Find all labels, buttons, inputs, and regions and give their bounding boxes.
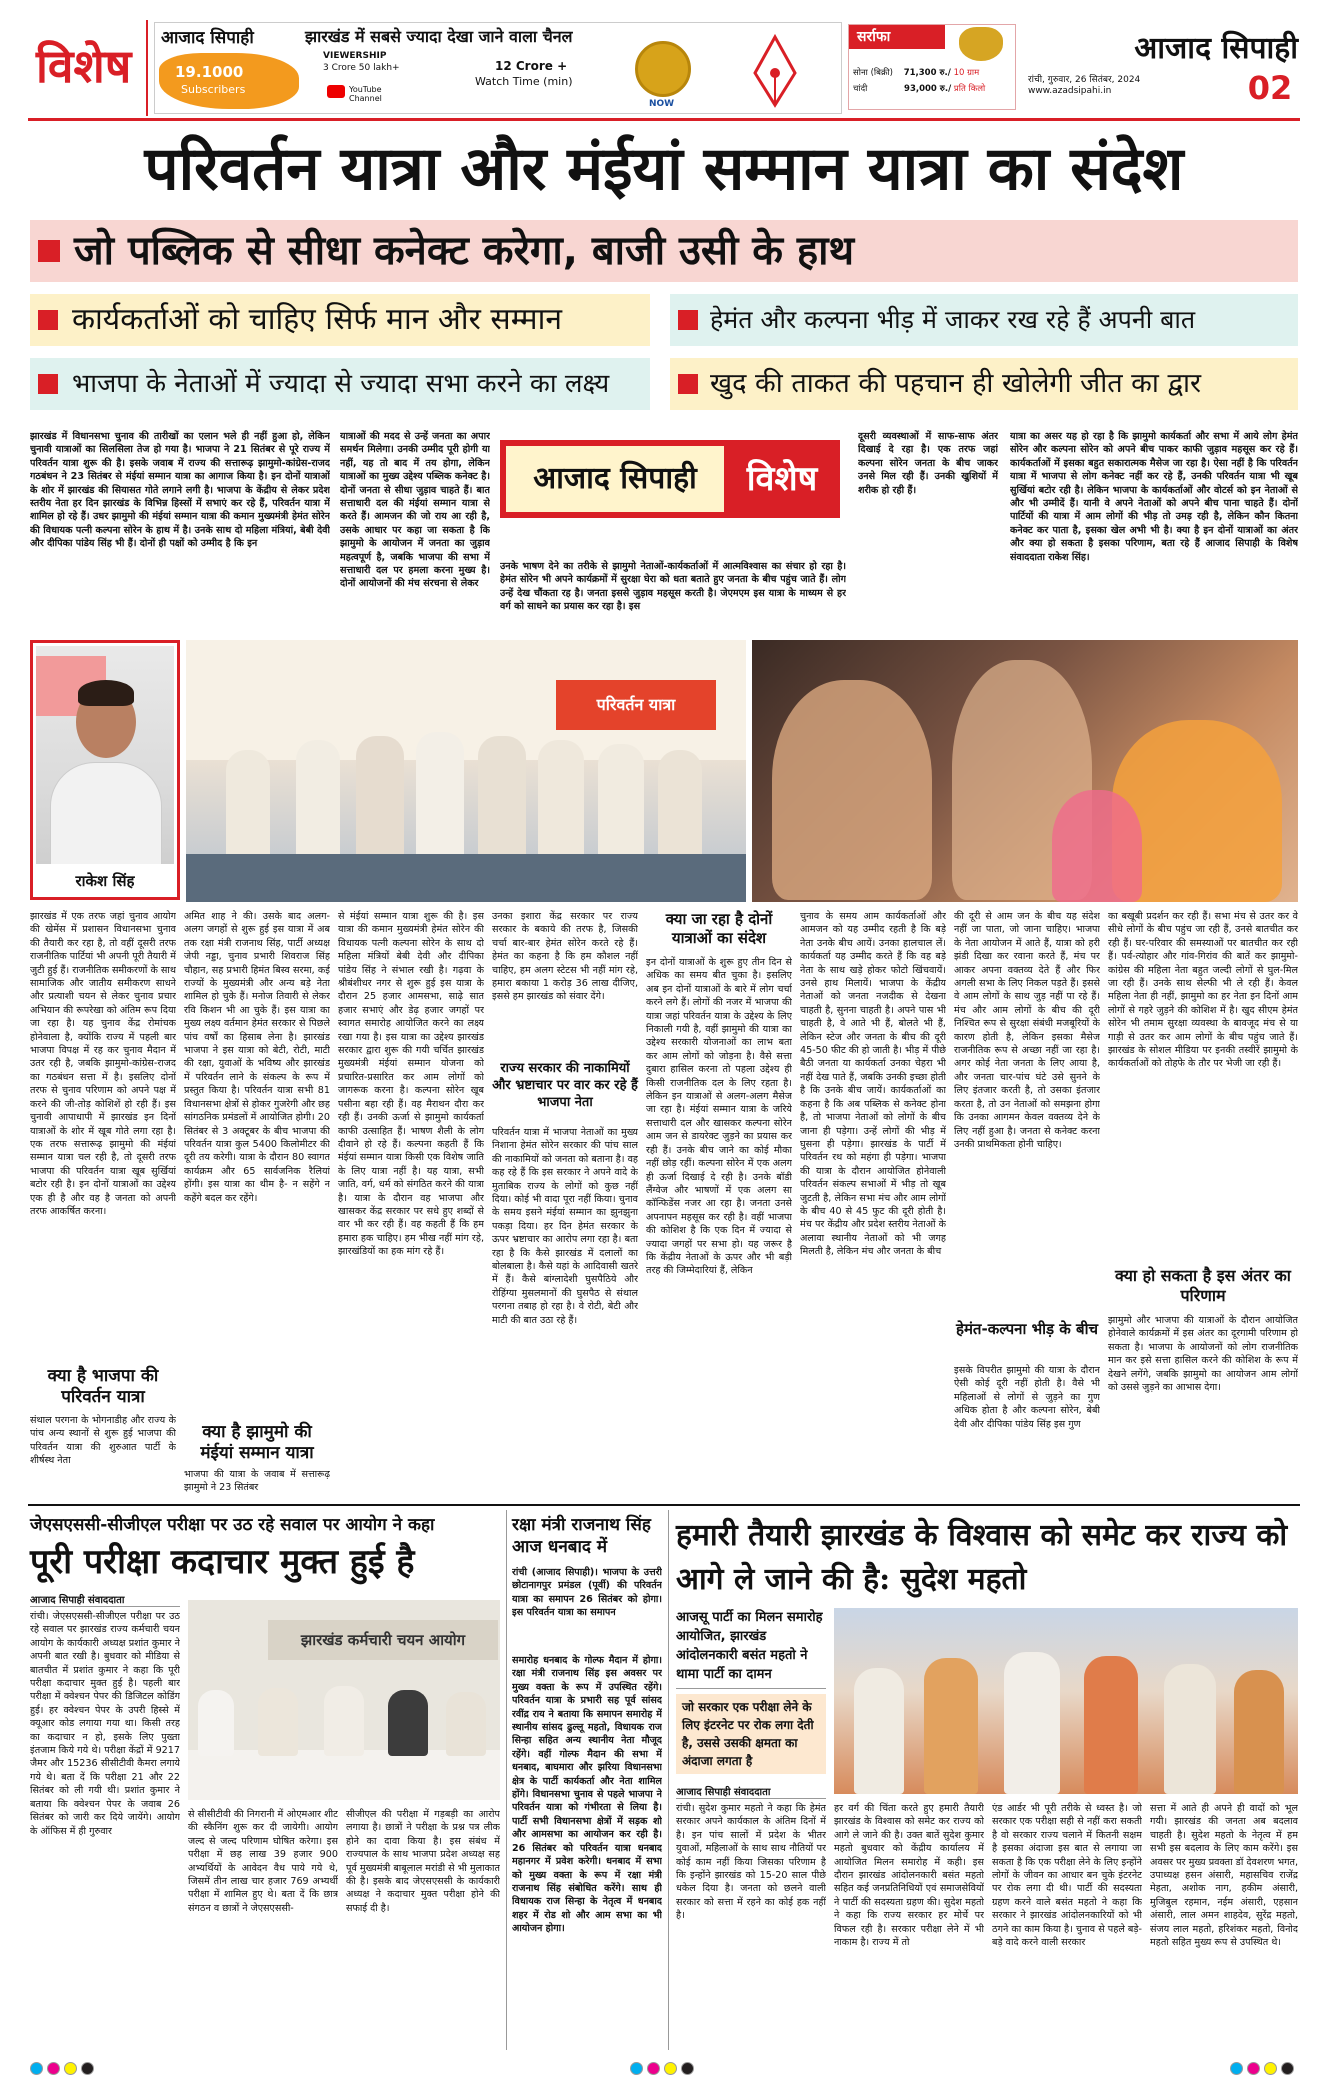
author-box bbox=[30, 640, 180, 900]
dateline: रांची, गुरुवार, 26 सितंबर, 2024 bbox=[1028, 75, 1141, 85]
registration-dot bbox=[681, 2062, 694, 2075]
subhead: क्या हो सकता है इस अंतर का परिणाम bbox=[1115, 1266, 1291, 1305]
logo-name: आजाद सिपाही bbox=[506, 446, 724, 512]
sarafa-rate: 71,300 रु./ bbox=[903, 68, 951, 78]
registration-marks bbox=[630, 2060, 730, 2074]
highlight-item bbox=[30, 294, 650, 346]
registration-dot bbox=[647, 2062, 660, 2075]
author-hair bbox=[78, 680, 134, 706]
body-column: से सीसीटीवी की निगरानी में ओएमआर शीट की स्कैनिंग शुरू कर दी जायेगी। आयोग जल्द से जल्द परिणाम घोषित करेगा। इस परीक्षा में छह लाख 39 हजार 900 अभ्यर्थियों के आवेदन वैध पाये गये थे, जिसमें तीन लाख चार हजार 769 अभ्यर्थी परीक्षा में शामिल हुए थे। बता दें कि छात्र संगठन व छात्रों ने जेएसएससी- bbox=[188, 1809, 338, 1914]
page-number: 02 bbox=[1247, 69, 1293, 107]
story-kicker: जेएसएससी-सीजीएल परीक्षा पर उठ रहे सवाल पर आयोग ने कहा bbox=[30, 1515, 435, 1535]
subhead: हेमंत-कल्पना भीड़ के बीच bbox=[955, 1320, 1098, 1338]
person-figure bbox=[598, 744, 644, 860]
sarafa-item: चांदी bbox=[853, 84, 868, 94]
paper-name: आजाद सिपाही bbox=[1134, 31, 1298, 66]
sarafa-unit: (बिक्री) bbox=[870, 68, 893, 78]
highlight-item bbox=[670, 358, 1298, 410]
ad-subscribers: 19.1000 bbox=[175, 63, 244, 81]
sarafa-row bbox=[853, 83, 1013, 95]
masthead bbox=[28, 20, 1300, 116]
section-label: विशेष bbox=[36, 39, 132, 93]
body-column: अमित शाह ने की। उसके बाद अलग-अलग जगहों से शुरू हुई इस यात्रा में अब तक रक्षा मंत्री राजनाथ सिंह, पार्टी अध्यक्ष जेपी नड्डा, चुनाव प्रभारी शिवराज सिंह चौहान, सह प्रभारी हिमंत बिस्व सरमा, कई राज्यों के मुख्यमंत्री और अन्य बड़े नेता शामिल हो चुके हैं। मनोज तिवारी से लेकर रवि किशन भी आ चुके हैं। इस यात्रा का मुख्य लक्ष्य वर्तमान हेमंत सरकार से पिछले पांच वर्षों का हिसाब लेना है। झारखंड भाजपा ने इस यात्रा को बेटी, रोटी, माटी की रक्षा, युवाओं के भविष्य और झारखंड में परिवर्तन लाने के संकल्प के रूप में प्रस्तुत किया है। परिवर्तन यात्रा सभी 81 विधानसभा क्षेत्रों से होकर गुजरेगी और छह सांगठनिक प्रमंडलों में आयोजित होगी। 20 सितंबर से 3 अक्टूबर के बीच भाजपा की परिवर्तन यात्रा कुल 5400 किलोमीटर की दूरी तय करेगी। यात्रा के दौरान 80 स्वागत कार्यक्रम और 65 सार्वजनिक रैलियां होंगी। इस यात्रा का थीम है- न सहेंगे न कहेंगे बदल कर रहेंगे। bbox=[184, 911, 330, 1204]
highlight-text: खुद की ताकत की पहचान ही खोलेगी जीत का द्वार bbox=[710, 368, 1202, 399]
ad-brand: आजाद सिपाही bbox=[161, 28, 254, 48]
sarafa-item: सोना bbox=[853, 68, 868, 78]
sarafa-per: प्रति किलो bbox=[953, 84, 986, 94]
body-column: चुनाव के समय आम कार्यकर्ताओं और आमजन को यह उम्मीद रहती है कि बड़े नेता उनके बीच आयें। उनका हालचाल लें। कार्यकर्ता यह उम्मीद करते हैं कि वह बड़े नेता के साथ खड़े होकर फोटो खिंचवायें। उनसे हाथ मिलायें। भाजपा के केंद्रीय नेताओं को जनता नजदीक से देखना चाहती है, सुनना चाहती है। अपने पास भी चाहती है, वे आते भी हैं, बोलते भी हैं, लेकिन स्टेज और जनता के बीच की दूरी 45-50 फीट की हो जाती है। भीड़ में पीछे बैठी जनता या कार्यकर्ता उनका चेहरा भी नहीं देख पाते हैं, जबकि उनकी इच्छा होती है कि उनके बीच जायें। कार्यकर्ताओं का कहना है कि अब पब्लिक से कनेक्ट होना है, तो भाजपा नेताओं को लोगों के बीच जाना ही पड़ेगा। उन्हें लोगों की भीड़ में घुसना ही पड़ेगा। झारखंड के पार्टी में परिवर्तन रथ को महंगा ही पड़ेगा। भाजपा की यात्रा के दौरान आयोजित होनेवाली परिवर्तन संकल्प सभाओं में भीड़ तो खूब जुटती है, लेकिन सभा मंच और आम लोगों के बीच 40 से 45 फुट की दूरी होती है। मंच पर केंद्रीय और प्रदेश स्तरीय नेताओं के अलावा स्थानीय नेताओं को भी जगह मिलती है, लेकिन मंच और जनता के बीच bbox=[800, 911, 946, 1258]
registration-dot bbox=[81, 2062, 94, 2075]
person-figure bbox=[924, 1658, 978, 1794]
registration-dot bbox=[47, 2062, 60, 2075]
body-column: की दूरी से आम जन के बीच यह संदेश नहीं जा पाता, जो जाना चाहिए। भाजपा के नेता आयोजन में आते हैं, यात्रा को हरी झंडी दिखा कर रवाना करते हैं, मंच पर आकर अपना वक्तव्य देते हैं और फिर अगली सभा के लिए निकल पड़ते हैं। इससे वे आम लोगों के साथ जुड़ नहीं पा रहे हैं। मंच और आम लोगों के बीच की दूरी निश्चित रूप से सुरक्षा संबंधी मजबूरियों के कारण होती है, लेकिन इसका मैसेज राजनीतिक रूप से अच्छा नहीं जा रहा है। अगर कोई नेता जनता के लिए आया है, और जनता चार-पांच घंटे उसे सुनने के लिए इंतजार करती है, तो उसका इंतजार करता है, तो उन नेताओं को समझना होगा कि उनका आगमन केवल वक्तव्य देने के लिए नहीं हुआ है। जनता से कनेक्ट करना उनकी प्राथमिकता होनी चाहिए। bbox=[954, 911, 1100, 1150]
jharkhand-map bbox=[159, 53, 299, 109]
registration-dot bbox=[1281, 2062, 1294, 2075]
body-column: से मंईयां सम्मान यात्रा शुरू की है। इस यात्रा की कमान मुख्यमंत्री हेमंत सोरेन की विधायक पत्नी कल्पना सोरेन के साथ दो महिला मंत्रियों बेबी देवी और दीपिका पांडेय सिंह ने संभाल रखी है। गढ़वा के श्रीबंशीधर नगर से शुरू हुई इस यात्रा के दौरान 25 हजार आमसभा, साढ़े सात हजार सभाएं और डेढ़ हजार जगहों पर स्वागत समारोह आयोजित करने का लक्ष्य रखा गया है। इस यात्रा का उद्देश्य झारखंड सरकार द्वारा शुरू की गयी चर्चित झारखंड मुख्यमंत्री मंईयां सम्मान योजना को प्रचारित-प्रसारित कर आम लोगों को जागरूक करना है। कल्पना सोरेन खूब पसीना बहा रही हैं। वह मैराथन दौरा कर रही हैं। उनकी ऊर्जा से झामुमो कार्यकर्ता काफी उत्साहित हैं। भाषण शैली के लोग दीवाने हो रहे हैं। कल्पना कहती हैं कि मंईयां सम्मान यात्रा किसी एक विशेष जाति के लिए यात्रा नहीं है। यह यात्रा, सभी जाति, वर्ग, धर्म को संगठित करने की यात्रा है। यात्रा के दौरान वह भाजपा और खासकर केंद्र सरकार पर सधे हुए शब्दों से वार भी कर रही हैं। वह कहती हैं कि हम हमारा हक चाहिए। हम भीख नहीं मांग रहे, झारखंडियों का हक मांग रहे हैं। bbox=[338, 911, 484, 1258]
body-column: एंड आर्डर भी पूरी तरीके से ध्वस्त है। जो सरकार एक परीक्षा सही से नहीं करा सकती है वो सरकार राज्य चलाने में कितनी सक्षम है इसका अंदाजा इस बात से लगाया जा सकता है कि एक परीक्षा लेने के लिए इन्होंने लोगों के जीवन का आधार बन चुके इंटरनेट पर रोक लगा दी थी। पार्टी की सदस्यता ग्रहण करने वाले बसंत महतो ने कहा कि सरकार ने झारखंड आंदोलनकारियों को भी ठगने का काम किया है। चुनाव से पहले बड़े-बड़े वादे करने वाली सरकार bbox=[992, 1803, 1142, 1949]
stage-front bbox=[186, 854, 746, 902]
bullet-icon bbox=[38, 374, 58, 394]
person-figure bbox=[1164, 1664, 1216, 1794]
column-rule bbox=[506, 1510, 507, 2050]
intro-column: झारखंड में विधानसभा चुनाव की तारीखों का एलान भले ही नहीं हुआ हो, लेकिन चुनावी यात्राओं का सिलसिला तेज हो गया है। भाजपा ने 21 सितंबर से पूरे राज्य में परिवर्तन यात्रा शुरू की है। इसके जवाब में राज्य की सत्तारूढ़ झामुमो-कांग्रेस-राजद गठबंधन ने 23 सितंबर से मंईयां सम्मान यात्रा का आगाज किया है। इन दोनों यात्राओं के शोर में झारखंड की सियासत गोते लगाने लगी है। भाजपा के केंद्रीय से लेकर प्रदेश स्तरीय नेता हर दिन झारखंड के विभिन्न हिस्सों में सभाएं कर रहे हैं, परिवर्तन यात्रा में शामिल हो रहे हैं। उधर झामुमो की मंईयां सम्मान यात्रा की कमान मुख्यमंत्री हेमंत सोरेन की विधायक पत्नी कल्पना सोरेन के हाथ में है। उनके साथ दो महिला मंत्रियां, बेबी देवी और दीपिका पांडेय सिंह भी हैं। दोनों ही पक्षों को उम्मीद है कि इन bbox=[30, 431, 330, 550]
sarafa-box bbox=[848, 24, 1016, 110]
channel-ad-banner bbox=[154, 22, 842, 114]
body-column: झामुमो और भाजपा की यात्राओं के दौरान आयोजित होनेवाले कार्यक्रमों में इस अंतर का दूरगामी परिणाम हो सकता है। भाजपा के आयोजनों को लोग राजनीतिक मान कर इसे सत्ता हासिल करने की कोशिश के रूप में देखने लगेंगे, जबकि झामुमो का आयोजन आम लोगों को उससे जुड़ने का आभास देगा। bbox=[1108, 1315, 1298, 1394]
bullet-icon bbox=[678, 310, 698, 330]
body-column: हर वर्ग की चिंता करते हुए हमारी तैयारी झारखंड के विश्वास को समेट कर राज्य को आगे ले जाने की है। उक्त बातें सुदेश कुमार महतो बुधवार को केंद्रीय कार्यालय में आयोजित मिलन समारोह में कही। इस दौरान झारखंड आंदोलनकारी बसंत महतो सहित कई जनप्रतिनिधियों एवं समाजसेवियों ने पार्टी की सदस्यता ग्रहण की। सुदेश महतो ने कहा कि राज्य सरकार हर मोर्चे पर विफल रही है। सरकार परीक्षा लेने में भी नाकाम है। राज्य में तो bbox=[834, 1803, 984, 1949]
gold-pot-icon bbox=[959, 27, 1003, 61]
press-table bbox=[188, 1750, 500, 1800]
highlight-text: भाजपा के नेताओं में ज्यादा से ज्यादा सभा करने का लक्ष्य bbox=[72, 369, 610, 399]
author-shirt bbox=[50, 762, 162, 864]
crowd-shape bbox=[772, 680, 932, 900]
body-column: संथाल परगना के भोगनाडीह और राज्य के पांच अन्य स्थानों से शुरू हुई भाजपा की परिवर्तन यात्रा की शुरुआत पार्टी के शीर्षस्थ नेता bbox=[30, 1415, 176, 1467]
registration-dot bbox=[630, 2062, 643, 2075]
person-figure bbox=[478, 736, 526, 860]
person-figure bbox=[538, 740, 584, 860]
body-column: इन दोनों यात्राओं के शुरू हुए तीन दिन से अधिक का समय बीत चुका है। इसलिए अब इन दोनों यात्राओं के बारे में लोग चर्चा करने लगे हैं। लोगों की नजर में भाजपा की यात्रा जहां परिवर्तन यात्रा के उद्देश्य के लिए निकाली गयी है, वहीं झामुमो की यात्रा का उद्देश्य सरकारी योजनाओं का लाभ बता कर आम लोगों को जोड़ना है। वैसे सत्ता दुबारा हासिल करना तो पहला उद्देश्य ही किसी राजनीतिक दल के लिए रहता है। लेकिन इन यात्राओं से अलग-अलग मैसेज जा रहा है। मंईयां सम्मान यात्रा के जरिये सत्ताधारी दल और खासकर कल्पना सोरेन आम जन से डायरेक्ट जुड़ने का प्रयास कर रही हैं। उनके बीच जाने का कोई मौका नहीं छोड़ रहीं। कल्पना सोरेन में एक अलग ही ऊर्जा दिखाई दे रही है। उनके बॉडी लैंग्वेज और भाषणों में एक अलग सा कॉन्फिडेंस नजर आ रहा है। जनता उनसे अपनापन महसूस कर रही है। वहीं भाजपा की कोशिश है कि एक दिन में ज्यादा से ज्यादा जगहों पर सभा हो। यह जरूर है कि केंद्रीय नेताओं के ऊपर और भी बड़ी तरह की जिम्मेदारियां हैं, लेकिन bbox=[646, 957, 792, 1277]
highlight-item bbox=[670, 294, 1298, 346]
column-rule bbox=[668, 1510, 669, 2050]
ad-subscribers-label: Subscribers bbox=[181, 83, 246, 96]
crowd-shape bbox=[1052, 790, 1142, 902]
registration-dot bbox=[1247, 2062, 1260, 2075]
masthead-divider bbox=[146, 20, 148, 116]
ad-viewership-label: VIEWERSHIP bbox=[323, 51, 387, 61]
body-column: सत्ता में आते ही अपने ही वादों को भूल गयी। झारखंड की जनता अब बदलाव चाहती है। सुदेश महतो के नेतृत्व में हम सभी इस बदलाव के लिए काम करेंगे। इस अवसर पर मुख्य प्रवक्ता डॉ देवशरण भगत, उपाध्यक्ष हसन अंसारी, महासचिव राजेंद्र मेहता, अशोक नाग, हकीम अंसारी, मुजिबुल रहमान, नईम अंसारी, एहसान अंसारी, लाल अमन शाहदेव, सुरेंद्र महतो, संजय लाल महतो, हरिशंकर महतो, विनोद महतो सहित मुख्य रूप से उपस्थित थे। bbox=[1150, 1803, 1298, 1949]
website: www.azadsipahi.in bbox=[1028, 86, 1112, 96]
person-figure bbox=[356, 736, 404, 860]
registration-marks bbox=[1230, 2060, 1300, 2074]
author-photo bbox=[36, 646, 174, 864]
bullet-icon bbox=[38, 310, 58, 330]
ad-watch-label: Watch Time (min) bbox=[475, 75, 573, 88]
sarafa-rate: 93,000 रु./ bbox=[904, 84, 952, 94]
subhead: क्या जा रहा है दोनों यात्राओं का संदेश bbox=[665, 910, 773, 947]
person-figure bbox=[324, 1686, 364, 1756]
body-column: इसके विपरीत झामुमो की यात्रा के दौरान ऐसी कोई दूरी नहीं होती है। वैसे भी महिलाओं से लोगों से जुड़ने का गुण अधिक होता है और कल्पना सोरेन, बेबी देवी और दीपिका पांडेय सिंह इस गुण bbox=[954, 1365, 1100, 1430]
byline: आजाद सिपाही संवाददाता bbox=[676, 1784, 826, 1799]
registration-dot bbox=[1264, 2062, 1277, 2075]
pull-quote: आजसू पार्टी का मिलन समारोह आयोजित, झारखंड आंदोलनकारी बसंत महतो ने थामा पार्टी का दामन bbox=[676, 1608, 826, 1689]
person-figure bbox=[1234, 1670, 1284, 1794]
person-figure bbox=[388, 1690, 428, 1756]
sarafa-label: सर्राफा bbox=[849, 25, 945, 49]
sarafa-row bbox=[853, 67, 1013, 79]
registration-marks bbox=[30, 2060, 130, 2074]
pull-quote-box bbox=[676, 1694, 826, 1774]
press-conference-photo bbox=[188, 1600, 500, 1800]
body-column: रांची। जेएसएससी-सीजीएल परीक्षा पर उठ रहे सवाल पर झारखंड राज्य कर्मचारी चयन आयोग के कार्यकारी अध्यक्ष प्रशांत कुमार ने अपनी बात रखी है। बुधवार को मीडिया से बातचीत में प्रशांत कुमार ने कहा कि पूरी परीक्षा कदाचार मुक्त हुई है। पहली बार परीक्षा में क्वेश्चन पेपर की डिजिटल कोडिंग हुई। हर क्वेश्चन पेपर के उपरी हिस्से में क्यूआर कोड लगाया गया था। किसी तरह का कदाचार न हो, इसके लिए पुख्ता इंतजाम किये गये थे। परीक्षा केंद्रों में 9217 जैमर और 15236 सीसीटीवी कैमरा लगाये गये थे। बता दें कि परीक्षा 21 और 22 सितंबर को ली गयी थी। प्रशांत कुमार ने बताया कि क्वेश्चन पेपर के जवाब 26 सितंबर को जारी कर दिये जायेंगे। आयोग के ऑफिस में ही गुरुवार bbox=[30, 1611, 180, 1837]
subhead: क्या है भाजपा की परिवर्तन यात्रा bbox=[47, 1366, 159, 1407]
body-column: रांची (आजाद सिपाही)। भाजपा के उत्तरी छोटानागपुर प्रमंडल (पूर्वी) की परिवर्तन यात्रा का समापन 26 सितंबर को होगा। इस परिवर्तन यात्रा का समापन bbox=[512, 1567, 662, 1619]
milan-samaroh-photo bbox=[834, 1608, 1298, 1794]
youtube-icon bbox=[327, 85, 345, 98]
body-column: रांची। सुदेश कुमार महतो ने कहा कि हेमंत सरकार अपने कार्यकाल के अंतिम दिनों में है। इन पांच सालों में प्रदेश के भीतर युवाओं, महिलाओं के साथ साथ नौतियों पर कोई काम नहीं किया जिसका परिणाम है कि इन्होंने झारखंड को 15-20 साल पीछे धकेल दिया है। जनता को छलने वाली सरकार को सत्ता में रहने का कोई हक नहीं है। bbox=[676, 1803, 826, 1922]
body-column: का बखूबी प्रदर्शन कर रही हैं। सभा मंच से उतर कर वे सीधे लोगों के बीच पहुंच जा रही हैं, उनसे बातचीत कर रही हैं। घर-परिवार की समस्याओं पर बातचीत कर रही हैं। पर्व-त्योहार और गांव-गिरांव की बातें कर झामुमो-कांग्रेस की महिला नेता बहुत जल्दी लोगों से घुल-मिल जा रही हैं। उनके साथ सेल्फी भी ले रही हैं। केवल महिला नेता ही नहीं, झामुमो का हर नेता इन दिनों आम लोगों से गहरे जुड़ने की कोशिश में है। खुद सीएम हेमंत सोरेन भी तमाम सुरक्षा व्यवस्था के बावजूद मंच से या गाड़ी से उतर कर आम लोगों के बीच पहुंच जाते हैं। झारखंड के सोशल मीडिया पर इनकी तस्वीरें झामुमो के कार्यकर्ताओं को तोहफे के तौर पर भेजी जा रही हैं। bbox=[1108, 911, 1298, 1070]
story-headline: पूरी परीक्षा कदाचार मुक्त हुई है bbox=[30, 1542, 415, 1582]
person-figure bbox=[1084, 1656, 1138, 1794]
author-name: राकेश सिंह bbox=[33, 865, 177, 897]
person-figure bbox=[198, 1690, 234, 1756]
person-figure bbox=[226, 750, 270, 860]
person-figure bbox=[258, 1688, 298, 1756]
crowd-photo bbox=[752, 640, 1298, 902]
special-logo bbox=[500, 440, 840, 518]
section-rule bbox=[28, 1504, 1300, 1506]
highlight-item bbox=[30, 358, 650, 410]
body-column: परिवर्तन यात्रा में भाजपा नेताओं का मुख्य निशाना हेमंत सोरेन सरकार की पांच साल की नाकामियों को जनता को बताना है। वह कह रहे हैं कि इस सरकार ने अपने वादे के मुताबिक राज्य के लोगों को कुछ नहीं दिया। कोई भी वादा पूरा नहीं किया। चुनाव के समय इसने मंईयां सम्मान का झुनझुना पकड़ा दिया। हर दिन हेमंत सरकार के ऊपर भ्रष्टाचार का आरोप लगा रहा है। बता रहा है कि कैसे झारखंड में दलालों का बोलबाला है। कैसे यहां के आदिवासी खतरे में हैं। कैसे बांग्लादेशी घुसपैठिये और रोहिंग्या मुसलमानों की घुसपैठ से संथाल परगना तबाह हो रहा है। वे रोटी, बेटी और माटी की बात उठा रहे हैं। bbox=[492, 1127, 638, 1326]
ad-viewership-value: 3 Crore 50 lakh+ bbox=[323, 63, 400, 73]
subhead: क्या है झामुमो की मंईयां सम्मान यात्रा bbox=[200, 1422, 314, 1463]
logo-tag: विशेष bbox=[746, 459, 818, 499]
intro-column: यात्रा का असर यह हो रहा है कि झामुमो कार्यकर्ता और सभा में आये लोग हेमंत सोरेन और कल्पना सोरेन को अपने बीच पाकर काफी जुड़ाव महसूस कर रहे हैं। कार्यकर्ताओं में इसका बहुत सकारात्मक मैसेज जा रहा है। ऐसा नहीं है कि परिवर्तन यात्रा में भाजपा से लोग कनेक्ट नहीं कर रहे हैं, उनकी परिवर्तन यात्रा भी खूब सुर्खियां बटोर रही है। लेकिन भाजपा के कार्यकर्ताओं और वोटर्स को इन नेताओं से और भी उम्मीदें हैं। यानी वे अपने नेताओं को अपने बीच पाना चाहते हैं। दोनों पार्टियों की यात्रा में आम लोगों की भीड़ तो उमड़ रही है, लेकिन कौन कितना कनेक्ट कर पाता है, इसका खेल अभी भी है। क्या है इन दोनों यात्राओं का अंतर और क्या हो सकता है इसका परिणाम, बता रहे हैं आजाद सिपाही के विशेष संवाददाता राकेश सिंह। bbox=[1010, 431, 1298, 563]
intro-column: दूसरी व्यवस्थाओं में साफ-साफ अंतर दिखाई दे रहा है। एक तरफ जहां कल्पना सोरेन जनता के बीच जाकर उनसे मिल रही हैं। उनकी खुशियों में शरीक हो रही हैं। bbox=[858, 431, 998, 496]
pull-quote: जो सरकार एक परीक्षा लेने के लिए इंटरनेट पर रोक लगा देती है, उससे उसकी क्षमता का अंदाजा लगता है bbox=[682, 1700, 814, 1768]
story-headline: हमारी तैयारी झारखंड के विश्वास को समेट कर राज्य को आगे ले जाने की है: सुदेश महतो bbox=[676, 1518, 1288, 1597]
sarafa-per: 10 ग्राम bbox=[953, 68, 980, 78]
bullet-icon bbox=[678, 374, 698, 394]
photo-banner: झारखंड कर्मचारी चयन आयोग bbox=[268, 1620, 498, 1660]
award-badge bbox=[635, 41, 691, 97]
subhead: राज्य सरकार की नाकामियों और भ्रष्टाचार पर वार कर रहे हैं भाजपा नेता bbox=[492, 1061, 638, 1110]
masthead-rule bbox=[28, 118, 1300, 121]
highlight-text: हेमंत और कल्पना भीड़ में जाकर रख रहे हैं अपनी बात bbox=[710, 305, 1196, 334]
registration-dot bbox=[664, 2062, 677, 2075]
ad-tagline: झारखंड में सबसे ज्यादा देखा जाने वाला चैनल bbox=[305, 27, 573, 46]
pen-nib-logo bbox=[745, 33, 805, 109]
story-headline: रक्षा मंत्री राजनाथ सिंह आज धनबाद में bbox=[512, 1515, 651, 1557]
registration-dot bbox=[30, 2062, 43, 2075]
person-figure bbox=[854, 1668, 904, 1794]
stage-banner: परिवर्तन यात्रा bbox=[556, 680, 716, 730]
person-figure bbox=[1004, 1652, 1060, 1794]
body-column: झारखंड में एक तरफ जहां चुनाव आयोग की खेमेंस में प्रशासन विधानसभा चुनाव की तैयारी कर रहा है, तो वहीं दूसरी तरफ राजनीतिक पार्टियां भी अपनी पूरी तैयारी में जुटी हुई हैं। राजनीतिक समीकरणों के साथ सामाजिक और जातीय समीकरण साधने और प्रत्याशी चयन से लेकर चुनाव प्रचार अभियान की रूपरेखा को अंतिम रूप दिया जा रहा है। यह चुनाव केंद्र रोमांचक होनेवाला है, क्योंकि राज्य में पहली बार भाजपा विपक्ष में रह कर चुनाव मैदान में उतर रही है, जबकि झामुमो-कांग्रेस-राजद का गठबंधन सत्ता में है। इसलिए दोनों तरफ से चुनाव परिणाम को अपने पक्ष में करने की जी-तोड़ कोशिशें हो रही हैं। इस चुनावी आपाधापी में झारखंड इन दिनों यात्राओं के शोर में खूब गोते लगा रहा है। एक तरफ सत्तारूढ़ झामुमो की मंईयां सम्मान यात्रा चल रही है, तो दूसरी तरफ भाजपा की परिवर्तन यात्रा खूब सुर्खियां बटोर रही है। इन दोनों यात्राओं का उद्देश्य एक ही है और वह है जनता को अपनी तरफ आकर्षित करना। bbox=[30, 911, 176, 1217]
bullet-icon bbox=[38, 240, 60, 262]
person-figure bbox=[296, 740, 340, 860]
person-figure bbox=[446, 1692, 486, 1756]
byline: आजाद सिपाही संवाददाता bbox=[30, 1592, 180, 1607]
person-figure bbox=[416, 732, 464, 860]
registration-dot bbox=[1230, 2062, 1243, 2075]
body-column: भाजपा की यात्रा के जवाब में सत्तारूढ़ झामुमो ने 23 सितंबर bbox=[184, 1469, 330, 1494]
registration-dot bbox=[64, 2062, 77, 2075]
body-column: उनका इशारा केंद्र सरकार पर राज्य सरकार के बकाये की तरफ है, जिसकी चर्चा बार-बार हेमंत सोरेन करते रहे हैं। हेमंत का कहना है कि हम कौशल नहीं चाहिए, हम अलग स्टेटस भी नहीं मांग रहे, हमारा बकाया 1 करोड़ 36 लाख दीजिए, इससे हम झारखंड को संवार देंगे। bbox=[492, 911, 638, 1003]
intro-column: उनके भाषण देने का तरीके से झामुमो नेताओं-कार्यकर्ताओं में आत्मविश्वास का संचार हो रहा है। हेमंत सोरेन भी अपने कार्यक्रमों में सुरक्षा घेरा को धता बताते हुए जनता के बीच पहुंच जाते हैं। लोग उन्हें देख चौंकता रह है। जनता इससे जुड़ाव महसूस करती है। जेएमएम इस यात्रा के माध्यम से हर वर्ग को साधने का प्रयास कर रहा है। इस bbox=[500, 561, 846, 613]
ad-youtube: YouTube Channel bbox=[349, 85, 382, 103]
page-headline: परिवर्तन यात्रा और मंईयां सम्मान यात्रा का संदेश bbox=[144, 134, 1184, 204]
stage-photo bbox=[186, 640, 746, 902]
ad-badge: NOW bbox=[649, 99, 675, 109]
highlight-text: कार्यकर्ताओं को चाहिए सिर्फ मान और सम्मान bbox=[72, 302, 563, 337]
subheadline: जो पब्लिक से सीधा कनेक्ट करेगा, बाजी उसी के हाथ bbox=[74, 228, 855, 274]
person-figure bbox=[658, 750, 702, 860]
subheadline-bar bbox=[30, 220, 1298, 282]
ad-watch-value: 12 Crore + bbox=[495, 59, 568, 73]
body-column: समारोह धनबाद के गोल्फ मैदान में होगा। रक्षा मंत्री राजनाथ सिंह इस अवसर पर मुख्य वक्ता के रूप में उपस्थित रहेंगे। परिवर्तन यात्रा के प्रभारी सह पूर्व सांसद रवींद्र राय ने बताया कि समापन समारोह में स्थानीय सांसद ढुल्लू महतो, विधायक राज सिन्हा सहित अन्य स्थानीय नेता मौजूद रहेंगे। वहीं गोल्फ मैदान की सभा में धनबाद, बाघमारा और झरिया विधानसभा क्षेत्र के पार्टी कार्यकर्ता और नेता शामिल होंगे। विधानसभा चुनाव से पहले भाजपा ने परिवर्तन यात्रा को गंभीरता से लिया है। पार्टी सभी विधानसभा क्षेत्रों में सड़क शो और आमसभा का आयोजन कर रही है। 26 सितंबर को परिवर्तन यात्रा धनबाद महानगर में प्रवेश करेगी। धनबाद में सभा को मुख्य वक्ता के रूप में रक्षा मंत्री राजनाथ सिंह संबोधित करेंगे। साथ ही विधायक राज सिन्हा के नेतृत्व में धनबाद शहर में रोड शो और आम सभा का भी आयोजन होगा। bbox=[512, 1655, 662, 1935]
body-column: सीजीएल की परीक्षा में गड़बड़ी का आरोप लगाया है। छात्रों ने परीक्षा के प्रश्न पत्र लीक होने का दावा किया है। इस संबंध में राज्यपाल के साथ भाजपा प्रदेश अध्यक्ष सह पूर्व मुख्यमंत्री बाबूलाल मरांडी से भी मुलाकात की है। इसके बाद जेएसएससी के कार्यकारी अध्यक्ष ने कदाचार मुक्त परीक्षा होने की सफाई दी है। bbox=[346, 1809, 500, 1914]
intro-column: यात्राओं की मदद से उन्हें जनता का अपार समर्थन मिलेगा। उनकी उम्मीद पूरी होगी या नहीं, यह तो बाद में तय होगा, लेकिन यात्राओं का मुख्य उद्देश्य पब्लिक कनेक्ट है। दोनों जनता से सीधा जुड़ाव चाहते हैं। बात सत्ताधारी दल की मंईयां सम्मान यात्रा से करते हैं। आमजन की जो राय आ रही है, उसके आधार पर कहा जा सकता है कि झामुमो के आयोजन में जनता का जुड़ाव महत्वपूर्ण है, जबकि भाजपा की सभा में सत्ताधारी दल पर हमला करना मुख्य है। दोनों आयोजनों की मंच संरचना से लेकर bbox=[340, 431, 490, 590]
